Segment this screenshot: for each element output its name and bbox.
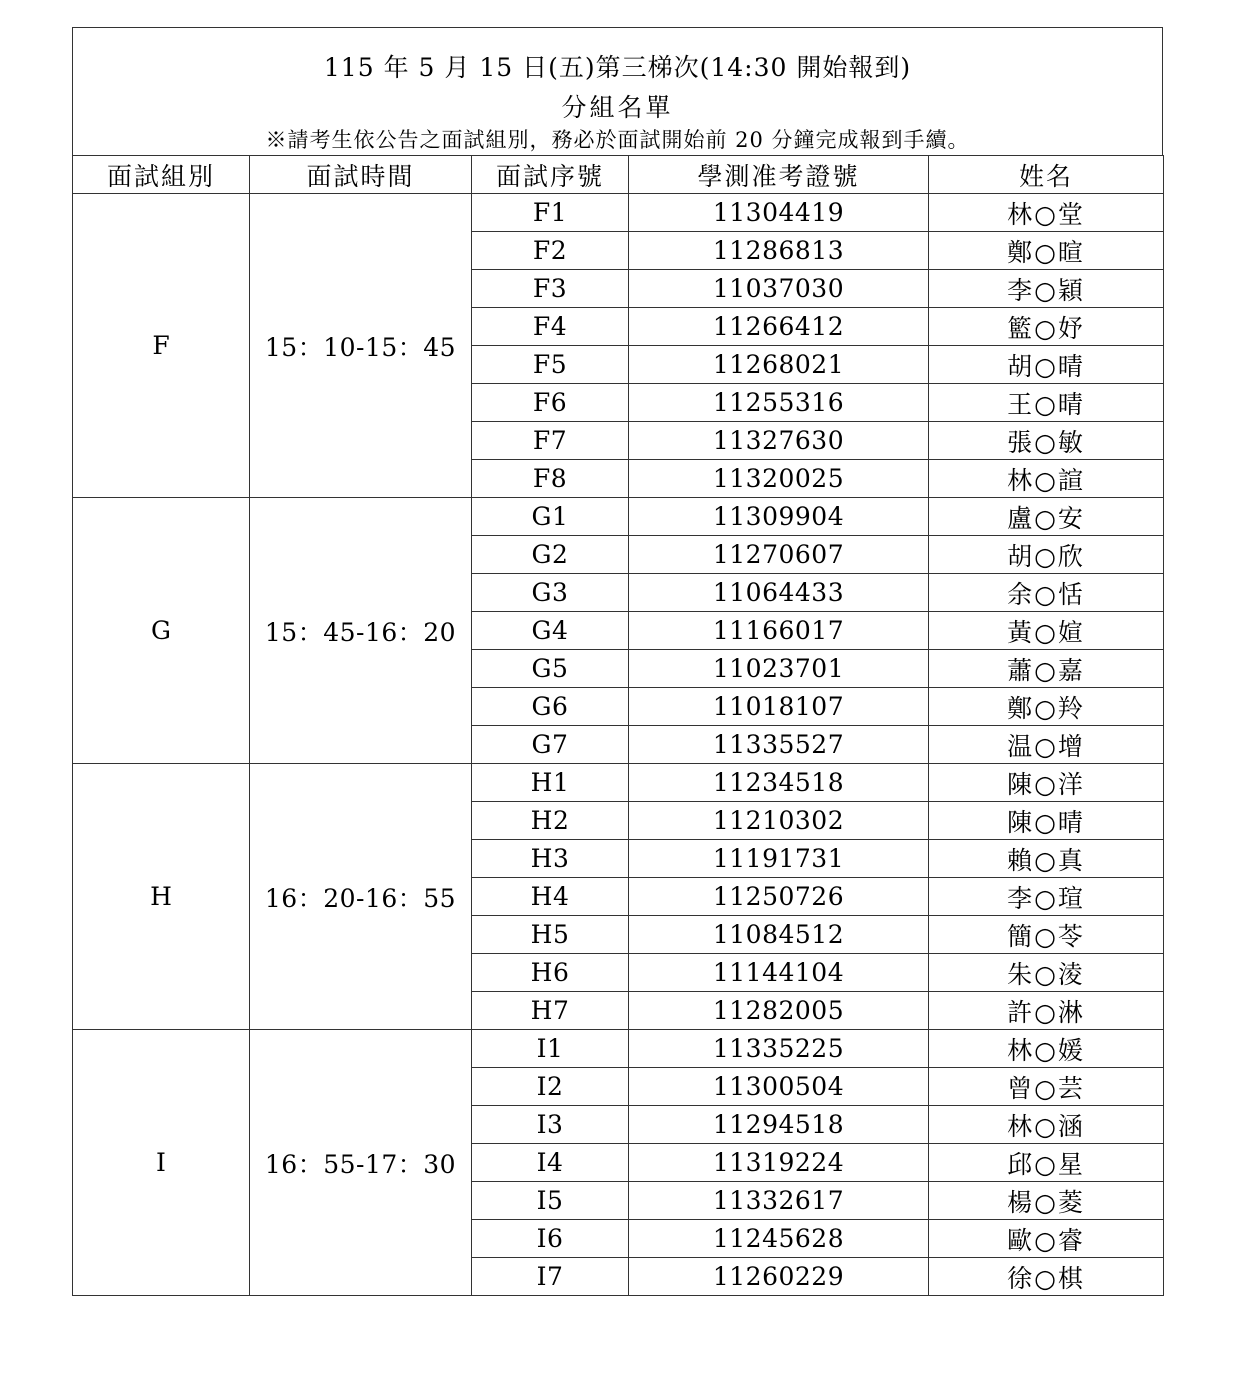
name-cell: 曾○芸 bbox=[929, 1068, 1164, 1106]
exam-number-cell: 11064433 bbox=[629, 574, 929, 612]
sequence-cell: I3 bbox=[472, 1106, 629, 1144]
name-cell: 簡○苓 bbox=[929, 916, 1164, 954]
name-cell: 陳○晴 bbox=[929, 802, 1164, 840]
name-cell: 温○增 bbox=[929, 726, 1164, 764]
column-header-name: 姓名 bbox=[929, 156, 1164, 194]
sequence-cell: H7 bbox=[472, 992, 629, 1030]
exam-number-cell: 11332617 bbox=[629, 1182, 929, 1220]
exam-number-cell: 11319224 bbox=[629, 1144, 929, 1182]
sequence-cell: G2 bbox=[472, 536, 629, 574]
sequence-cell: H5 bbox=[472, 916, 629, 954]
sequence-cell: G1 bbox=[472, 498, 629, 536]
name-cell: 林○諠 bbox=[929, 460, 1164, 498]
sequence-cell: H1 bbox=[472, 764, 629, 802]
interview-roster-sheet bbox=[72, 27, 1163, 1326]
interview-group-cell: I bbox=[73, 1030, 250, 1296]
interview-group-cell: G bbox=[73, 498, 250, 764]
column-header-exam-number: 學測准考證號 bbox=[629, 156, 929, 194]
sequence-cell: G4 bbox=[472, 612, 629, 650]
sequence-cell: I1 bbox=[472, 1030, 629, 1068]
table-row bbox=[73, 498, 1164, 536]
exam-number-cell: 11023701 bbox=[629, 650, 929, 688]
column-header-sequence: 面試序號 bbox=[472, 156, 629, 194]
name-cell: 歐○睿 bbox=[929, 1220, 1164, 1258]
interview-group-cell: F bbox=[73, 194, 250, 498]
sequence-cell: F1 bbox=[472, 194, 629, 232]
name-cell: 林○涵 bbox=[929, 1106, 1164, 1144]
table-row bbox=[73, 194, 1164, 232]
name-cell: 徐○棋 bbox=[929, 1258, 1164, 1296]
sequence-cell: I7 bbox=[472, 1258, 629, 1296]
name-cell: 胡○晴 bbox=[929, 346, 1164, 384]
sequence-cell: I6 bbox=[472, 1220, 629, 1258]
page-title: 115 年 5 月 15 日(五)第三梯次(14:30 開始報到) bbox=[323, 53, 912, 82]
sequence-cell: H4 bbox=[472, 878, 629, 916]
sequence-cell: G6 bbox=[472, 688, 629, 726]
name-cell: 朱○淩 bbox=[929, 954, 1164, 992]
name-cell: 林○堂 bbox=[929, 194, 1164, 232]
sequence-cell: F7 bbox=[472, 422, 629, 460]
exam-number-cell: 11018107 bbox=[629, 688, 929, 726]
exam-number-cell: 11270607 bbox=[629, 536, 929, 574]
exam-number-cell: 11166017 bbox=[629, 612, 929, 650]
name-cell: 余○恬 bbox=[929, 574, 1164, 612]
table-row bbox=[73, 1030, 1164, 1068]
interview-time-cell: 15：45-16：20 bbox=[250, 498, 472, 764]
sequence-cell: F6 bbox=[472, 384, 629, 422]
sequence-cell: G7 bbox=[472, 726, 629, 764]
interview-time-cell: 15：10-15：45 bbox=[250, 194, 472, 498]
name-cell: 李○穎 bbox=[929, 270, 1164, 308]
sequence-cell: F2 bbox=[472, 232, 629, 270]
exam-number-cell: 11037030 bbox=[629, 270, 929, 308]
exam-number-cell: 11327630 bbox=[629, 422, 929, 460]
name-cell: 盧○安 bbox=[929, 498, 1164, 536]
exam-number-cell: 11255316 bbox=[629, 384, 929, 422]
exam-number-cell: 11245628 bbox=[629, 1220, 929, 1258]
sequence-cell: F8 bbox=[472, 460, 629, 498]
name-cell: 籃○妤 bbox=[929, 308, 1164, 346]
exam-number-cell: 11304419 bbox=[629, 194, 929, 232]
name-cell: 楊○菱 bbox=[929, 1182, 1164, 1220]
sequence-cell: H6 bbox=[472, 954, 629, 992]
name-cell: 黃○媗 bbox=[929, 612, 1164, 650]
exam-number-cell: 11268021 bbox=[629, 346, 929, 384]
exam-number-cell: 11286813 bbox=[629, 232, 929, 270]
exam-number-cell: 11084512 bbox=[629, 916, 929, 954]
exam-number-cell: 11266412 bbox=[629, 308, 929, 346]
exam-number-cell: 11300504 bbox=[629, 1068, 929, 1106]
name-cell: 鄭○暄 bbox=[929, 232, 1164, 270]
roster-header bbox=[72, 27, 1163, 156]
exam-number-cell: 11144104 bbox=[629, 954, 929, 992]
exam-number-cell: 11294518 bbox=[629, 1106, 929, 1144]
page-subtitle: 分組名單 bbox=[561, 93, 674, 122]
roster-table bbox=[72, 155, 1164, 1296]
interview-time-cell: 16：55-17：30 bbox=[250, 1030, 472, 1296]
interview-group-cell: H bbox=[73, 764, 250, 1030]
sequence-cell: G3 bbox=[472, 574, 629, 612]
sequence-cell: F3 bbox=[472, 270, 629, 308]
exam-number-cell: 11250726 bbox=[629, 878, 929, 916]
name-cell: 邱○星 bbox=[929, 1144, 1164, 1182]
exam-number-cell: 11309904 bbox=[629, 498, 929, 536]
name-cell: 李○瑄 bbox=[929, 878, 1164, 916]
sequence-cell: I2 bbox=[472, 1068, 629, 1106]
exam-number-cell: 11234518 bbox=[629, 764, 929, 802]
sequence-cell: F5 bbox=[472, 346, 629, 384]
name-cell: 張○敏 bbox=[929, 422, 1164, 460]
column-header-group: 面試組別 bbox=[73, 156, 250, 194]
interview-time-cell: 16：20-16：55 bbox=[250, 764, 472, 1030]
sequence-cell: G5 bbox=[472, 650, 629, 688]
name-cell: 林○媛 bbox=[929, 1030, 1164, 1068]
exam-number-cell: 11260229 bbox=[629, 1258, 929, 1296]
sequence-cell: H2 bbox=[472, 802, 629, 840]
table-row bbox=[73, 764, 1164, 802]
exam-number-cell: 11210302 bbox=[629, 802, 929, 840]
name-cell: 許○淋 bbox=[929, 992, 1164, 1030]
sequence-cell: H3 bbox=[472, 840, 629, 878]
sequence-cell: F4 bbox=[472, 308, 629, 346]
name-cell: 王○晴 bbox=[929, 384, 1164, 422]
sequence-cell: I4 bbox=[472, 1144, 629, 1182]
check-in-notice: ※請考生依公告之面試組別，務必於面試開始前 20 分鐘完成報到手續。 bbox=[265, 128, 970, 152]
exam-number-cell: 11335225 bbox=[629, 1030, 929, 1068]
exam-number-cell: 11320025 bbox=[629, 460, 929, 498]
roster-body bbox=[73, 194, 1164, 1296]
column-header-time: 面試時間 bbox=[250, 156, 472, 194]
exam-number-cell: 11335527 bbox=[629, 726, 929, 764]
name-cell: 鄭○羚 bbox=[929, 688, 1164, 726]
exam-number-cell: 11191731 bbox=[629, 840, 929, 878]
sequence-cell: I5 bbox=[472, 1182, 629, 1220]
name-cell: 蕭○嘉 bbox=[929, 650, 1164, 688]
name-cell: 胡○欣 bbox=[929, 536, 1164, 574]
table-header-row bbox=[73, 156, 1164, 194]
exam-number-cell: 11282005 bbox=[629, 992, 929, 1030]
name-cell: 陳○洋 bbox=[929, 764, 1164, 802]
name-cell: 賴○真 bbox=[929, 840, 1164, 878]
